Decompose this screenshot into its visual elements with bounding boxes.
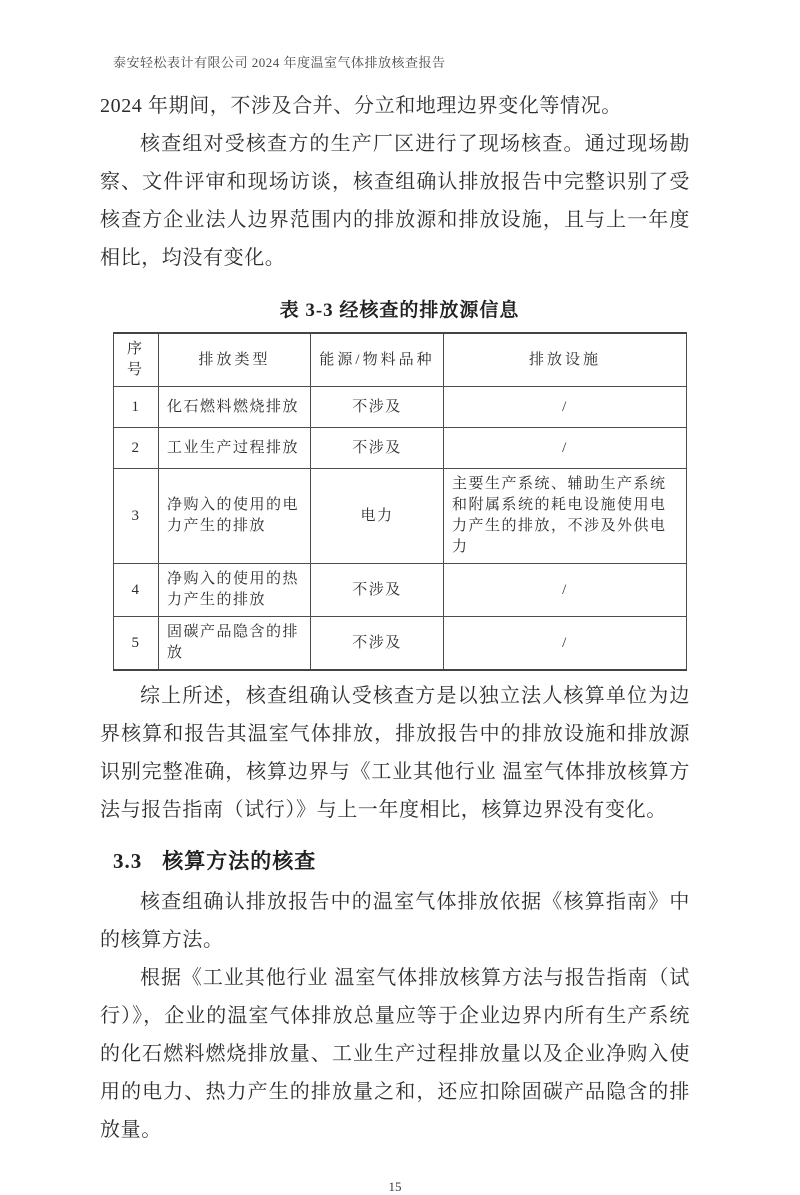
- table-cell: /: [444, 387, 687, 428]
- col-header-emission-facility: 排放设施: [444, 333, 687, 387]
- paragraph-summary-boundary: 综上所述，核查组确认受核查方是以独立法人核算单位为边界核算和报告其温室气体排放，排放报告中的排放设施和排放源识别完整准确，核算边界与《工业其他行业 温室气体排放核算方法与报告指南（试行）》与上一年度相比，核算边界没有变化。: [100, 685, 690, 821]
- paragraph-site-verification: 核查组对受核查方的生产厂区进行了现场核查。通过现场勘察、文件评审和现场访谈，核查组确认排放报告中完整识别了受核查方企业法人边界范围内的排放源和排放设施，且与上一年度相比，均没有变化。: [100, 133, 690, 269]
- table-cell: /: [444, 617, 687, 671]
- section-heading-3-3: [113, 845, 690, 875]
- col-header-index: 序号: [114, 333, 159, 387]
- col-header-energy-material: 能源/物料品种: [311, 333, 444, 387]
- table-cell: 净购入的使用的电力产生的排放: [159, 469, 311, 564]
- table-cell: 工业生产过程排放: [159, 428, 311, 469]
- table-cell: 不涉及: [311, 564, 444, 617]
- emission-sources-table: [113, 332, 687, 671]
- table-cell: 不涉及: [311, 428, 444, 469]
- running-header: 泰安轻松表计有限公司 2024 年度温室气体排放核查报告: [113, 55, 446, 70]
- table-cell: 4: [114, 564, 159, 617]
- table-cell: 5: [114, 617, 159, 671]
- table-cell: 不涉及: [311, 617, 444, 671]
- table-cell: 固碳产品隐含的排放: [159, 617, 311, 671]
- table-cell: 1: [114, 387, 159, 428]
- table-header-row: [114, 333, 687, 387]
- paragraph-total-emissions-formula: 根据《工业其他行业 温室气体排放核算方法与报告指南（试行）》，企业的温室气体排放总量应等于企业边界内所有生产系统的化石燃料燃烧排放量、工业生产过程排放量以及企业净购入使用的电力、热力产生的排放量之和，还应扣除固碳产品隐含的排放量。: [100, 967, 690, 1141]
- table-cell: /: [444, 428, 687, 469]
- section-number: 3.3: [113, 849, 143, 873]
- table-row: [114, 387, 687, 428]
- col-header-emission-type: 排放类型: [159, 333, 311, 387]
- table-cell: 3: [114, 469, 159, 564]
- table-cell: /: [444, 564, 687, 617]
- table-row: [114, 428, 687, 469]
- paragraph-accounting-method: 核查组确认排放报告中的温室气体排放依据《核算指南》中的核算方法。: [100, 891, 690, 951]
- paragraph-boundary-changes: 2024 年期间，不涉及合并、分立和地理边界变化等情况。: [100, 95, 622, 117]
- table-cell: 化石燃料燃烧排放: [159, 387, 311, 428]
- table-cell: 不涉及: [311, 387, 444, 428]
- table-row: [114, 617, 687, 671]
- section-title: 核算方法的核查: [162, 849, 317, 873]
- table-row: [114, 469, 687, 564]
- table-caption: 表 3-3 经核查的排放源信息: [279, 300, 520, 321]
- table-cell: 净购入的使用的热力产生的排放: [159, 564, 311, 617]
- page-number: 15: [388, 1179, 402, 1194]
- table-cell: 电力: [311, 469, 444, 564]
- table-row: [114, 564, 687, 617]
- table-cell: 2: [114, 428, 159, 469]
- table-cell: 主要生产系统、辅助生产系统和附属系统的耗电设施使用电力产生的排放，不涉及外供电力: [444, 469, 687, 564]
